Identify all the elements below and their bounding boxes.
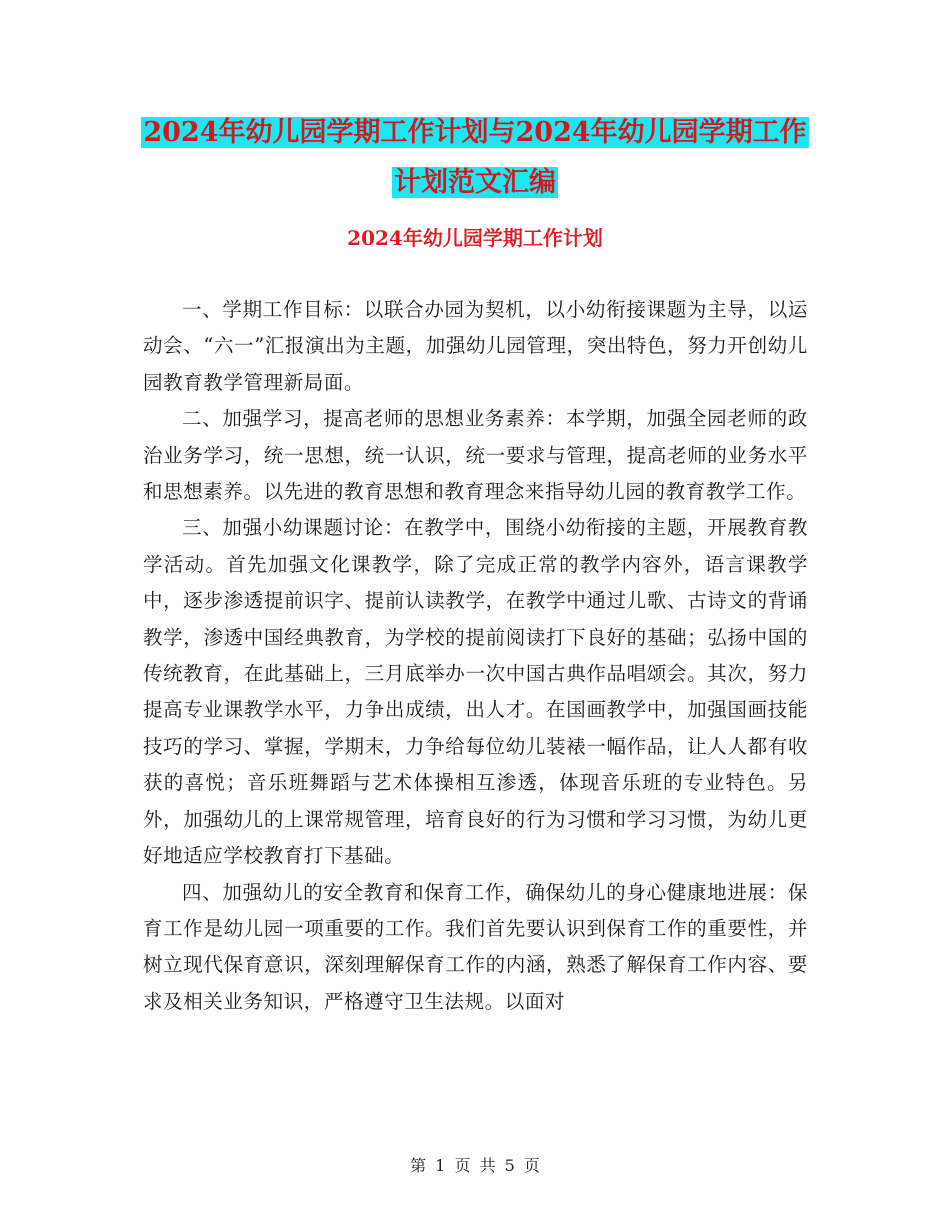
title-line-1 — [141, 108, 808, 158]
paragraph-1: 一、学期工作目标：以联合办园为契机，以小幼衔接课题为主导，以运动会、“六一”汇报演出为主题，加强幼儿园管理，突出特色，努力开创幼儿园教育教学管理新局面。 — [143, 298, 808, 394]
document-body — [143, 292, 808, 1020]
page-footer: 第 1 页 共 5 页 — [410, 1156, 540, 1175]
section-heading: 2024年幼儿园学期工作计划 — [347, 226, 603, 250]
title-text-1: 2024年幼儿园学期工作计划与2024年幼儿园学期工作 — [143, 117, 807, 148]
paragraph-2: 二、加强学习，提高老师的思想业务素养：本学期，加强全园老师的政治业务学习，统一思想，统一认识，统一要求与管理，提高老师的业务水平和思想素养。以先进的教育思想和教育理念来指导幼儿园的教育教学工作。 — [143, 407, 808, 504]
paragraph-4: 四、加强幼儿的安全教育和保育工作，确保幼儿的身心健康地进展：保育工作是幼儿园一项重要的工作。我们首先要认识到保育工作的重要性，并树立现代保育意识，深刻理解保育工作的内涵，熟悉了解保育工作内容、要求及相关业务知识，严格遵守卫生法规。以面对 — [143, 880, 808, 1013]
title-text-2: 计划范文汇编 — [394, 167, 556, 198]
document-title — [0, 108, 950, 208]
paragraph-3: 三、加强小幼课题讨论：在教学中，围绕小幼衔接的主题，开展教育教学活动。首先加强文化课教学，除了完成正常的教学内容外，语言课教学中，逐步渗透提前识字、提前认读教学，在教学中通过儿歌、古诗文的背诵教学，渗透中国经典教育，为学校的提前阅读打下良好的基础；弘扬中国的传统教育，在此基础上，三月底举办一次中国古典作品唱颂会。其次，努力提高专业课教学水平，力争出成绩，出人才。在国画教学中，加强国画技能技巧的学习、掌握，学期末，力争给每位幼儿装裱一幅作品，让人人都有收获的喜悦；音乐班舞蹈与艺术体操相互渗透，体现音乐班的专业特色。另外，加强幼儿的上课常规管理，培育良好的行为习惯和学习习惯，为幼儿更好地适应学校教育打下基础。 — [143, 516, 808, 868]
title-line-2 — [392, 158, 558, 208]
